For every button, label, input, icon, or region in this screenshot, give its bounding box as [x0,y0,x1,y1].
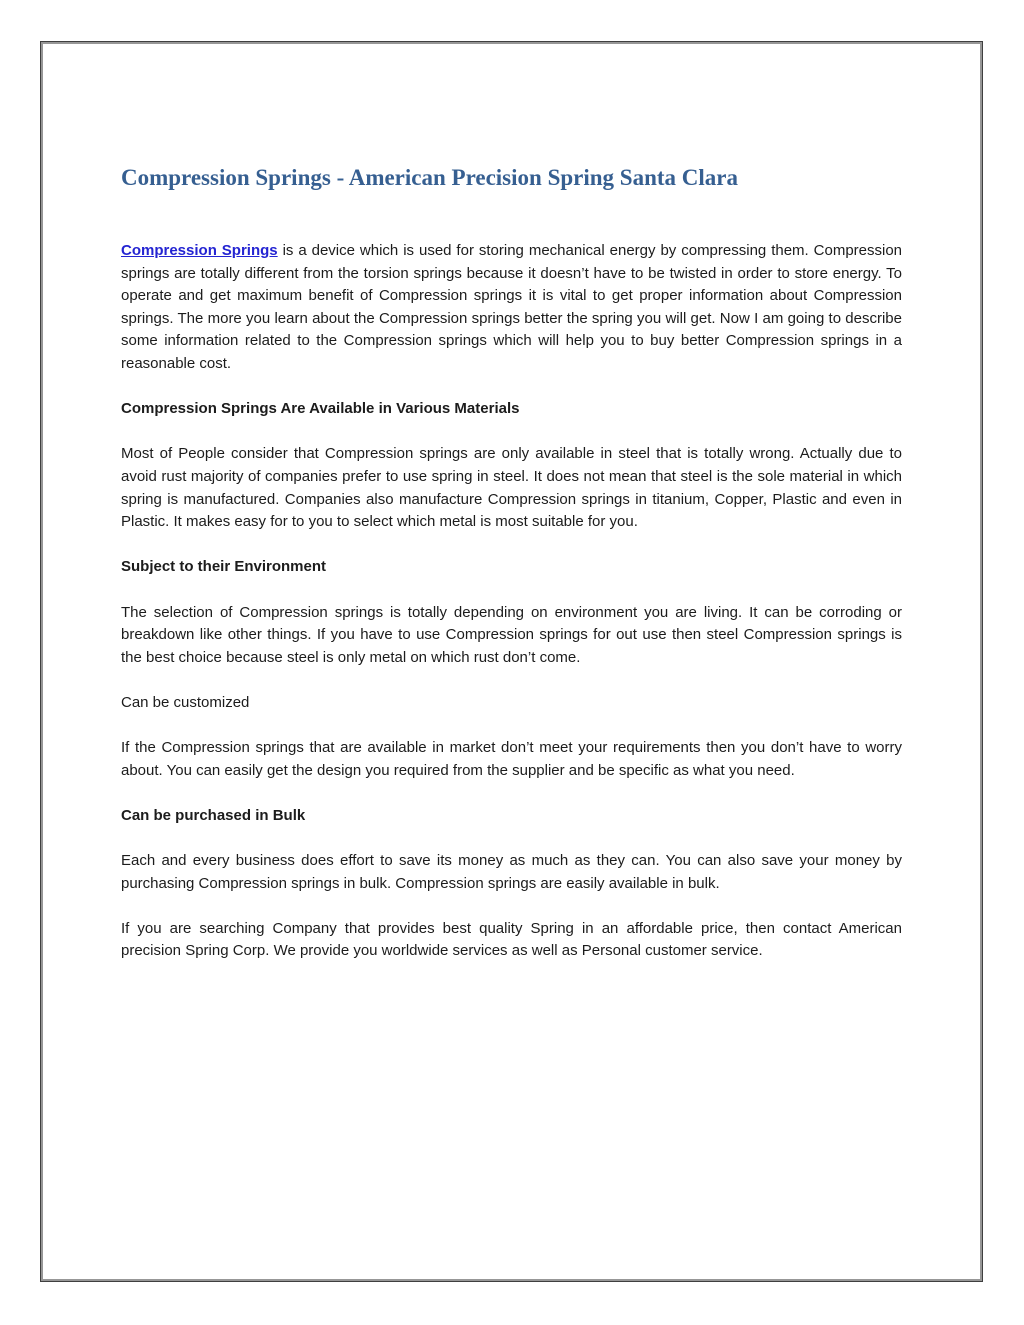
paragraph-contact: If you are searching Company that provides best quality Spring in an affordable price, then contact American precision Spring Corp. We provide you worldwide services as well as Personal customer service. [121,919,902,960]
page-title: Compression Springs - American Precision Spring Santa Clara [121,165,738,190]
section-heading-bulk: Can be purchased in Bulk [121,806,306,824]
section-heading-environment: Subject to their Environment [121,558,327,576]
section-heading-customized: Can be customized [121,693,250,711]
paragraph-bulk: Each and every business does effort to save its money as much as they can. You can also save your money by purchasing Compression springs in bulk. Compression springs are easily available in bulk. [121,852,902,892]
paragraph-environment: The selection of Compression springs is totally depending on environment you are living. It can be corroding or breakdown like other things. If you have to use Compression springs for out use then steel Compression springs is the best choice because steel is only metal on which rust don’t come. [121,603,902,666]
paragraph-customized: If the Compression springs that are available in market don’t meet your requirements then you don’t have to worry about. You can easily get the design you required from the supplier and be specific as what you need. [121,739,902,779]
page-border-frame [40,41,983,1282]
paragraph-intro [121,240,902,376]
document-content [43,44,980,1026]
paragraph-intro-text: is a device which is used for storing mechanical energy by compressing them. Compression springs are totally different from the torsion springs because it doesn’t have to be twisted in order to store energy. To operate and get maximum benefit of Compression springs it is vital to get proper information about Compression springs. The more you learn about the Compression springs better the spring you will get. Now I am going to describe some information related to the Compression springs which will help you to buy better Compression springs in a reasonable cost. [121,242,903,372]
compression-springs-link[interactable]: Compression Springs [121,242,278,259]
section-heading-materials: Compression Springs Are Available in Various Materials [121,400,520,418]
page-border-inner [41,42,982,1281]
paragraph-materials: Most of People consider that Compression springs are only available in steel that is totally wrong. Actually due to avoid rust majority of companies prefer to use spring in steel. It does not mean that steel is the sole material in which spring is manufactured. Companies also manufacture Compression springs in titanium, Copper, Plastic and even in Plastic. It makes easy for to you to select which metal is most suitable for you. [121,445,902,531]
